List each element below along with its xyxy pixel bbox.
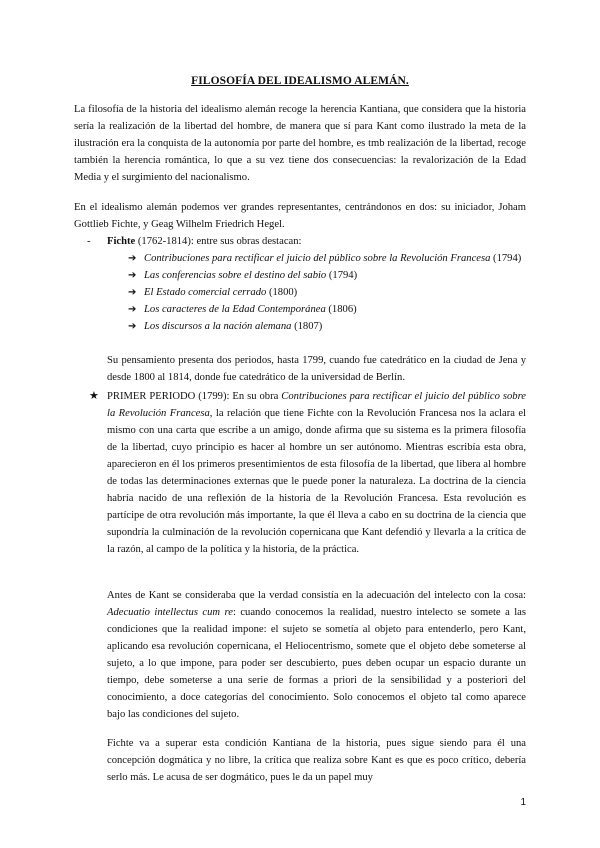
arrow-icon: ➔ [128,304,137,315]
kant-latin: Adecuatio intellectus cum re [107,607,233,618]
representatives-paragraph: En el idealismo alemán podemos ver grandes representantes, centrándonos en dos: su iniciador, Joham Gottlieb Fichte, y Geag Wilhelm Friedrich Hegel. [74,202,526,230]
fichte-heading [87,233,301,250]
list-dash: - [87,236,91,247]
list-item [128,318,528,335]
first-period-lead: PRIMER PERIODO (1799): En su obra [107,391,282,402]
work-year: (1800) [266,287,298,298]
fichte-works-list [128,250,528,335]
fichte-thought-paragraph: Su pensamiento presenta dos periodos, hasta 1799, cuando fue catedrático en la ciudad de Jena y desde 1800 al 1814, donde fue catedrático de la universidad de Berlín. [107,355,526,383]
list-item [128,250,528,267]
arrow-icon: ➔ [128,321,137,332]
kant-lead: Antes de Kant se consideraba que la verdad consistía en la adecuación del intelecto con la cosa: [107,590,526,601]
work-title: Contribuciones para rectificar el juicio del público sobre la Revolución Francesa [144,253,491,264]
list-item [128,284,528,301]
work-year: (1807) [291,321,323,332]
first-period-paragraph [107,388,526,558]
overcome-paragraph: Fichte va a superar esta condición Kantiana de la historia, pues sigue siendo para él una concepción dogmática y no libre, la crítica que realiza sobre Kant es que es poco crítico, debería serlo más. Le acusa de ser dogmático, pues le da un papel muy [107,738,526,783]
work-year: (1806) [325,304,357,315]
work-title: Los caracteres de la Edad Contemporánea [144,304,326,315]
page-number: 1 [520,797,526,808]
arrow-icon: ➔ [128,270,137,281]
document-title: FILOSOFÍA DEL IDEALISMO ALEMÁN. [191,75,409,87]
fichte-dates: (1762-1814): entre sus obras destacan: [135,236,302,247]
first-period-work: Contribuciones para rectificar el juicio del público sobre la Revolución Francesa [107,391,526,419]
list-item [128,301,528,318]
work-year: (1794) [490,253,522,264]
work-title: Las conferencias sobre el destino del sabio [144,270,327,281]
kant-paragraph [107,587,526,723]
kant-body: : cuando conocemos la realidad, nuestro intelecto se somete a las condiciones que la realidad impone: el sujeto se sometía al objeto para entenderlo, pero Kant, aplicando esa revolución copernicana, el Heliocentrismo, somete que el objeto debe someterse al sujeto, a lo que impone, para poder ser descubierto, pues deben ocupar un espacio durante un tiempo, debe someterse a una serie de formas a priori de la sensibilidad y a posteriori del conocimiento, a doce categorías del conocimiento. Solo conocemos el objeto tal como aparece bajo las condiciones del sujeto. [107,607,527,720]
arrow-icon: ➔ [128,253,137,264]
fichte-name: Fichte [107,236,136,247]
star-icon: ★ [89,390,99,402]
work-year: (1794) [326,270,358,281]
list-item [128,267,528,284]
first-period-body: , la relación que tiene Fichte con la Revolución Francesa nos la aclara el mismo con una carta que escribe a un amigo, donde afirma que su sistema es la primera filosofía de la libertad, cuyo principio es hacer al hombre un ser autónomo. Mientras escribía esta obra, aparecieron en él los primeros presentimientos de esta filosofía de la libertad, que libera al hombre de todas las determinaciones externas que le puede poner la naturaleza. La doctrina de la ciencia habría nacido de una reflexión de la historia de la Revolución Francesa. Esta revolución es partícipe de otra revolución más importante, la que él lleva a cabo en su doctrina de la ciencia que supondría la culminación de la revolución copernicana que Kant defendió y llevarla a la crítica de la razón, al campo de la política y la historia, de la práctica. [107,408,527,555]
work-title: El Estado comercial cerrado [144,287,267,298]
intro-paragraph: La filosofía de la historia del idealismo alemán recoge la herencia Kantiana, que considera que la historia sería la realización de la libertad del hombre, de manera que sí para Kant como ilustrado la meta de la ilustración era la conquista de la autonomía por parte del hombre, es tmb realización de la libertad, recoge también la herencia romántica, lo que a su vez tiene dos consecuencias: la revalorización de la Edad Media y el surgimiento del nacionalismo. [74,104,526,183]
work-title: Los discursos a la nación alemana [144,321,292,332]
arrow-icon: ➔ [128,287,137,298]
